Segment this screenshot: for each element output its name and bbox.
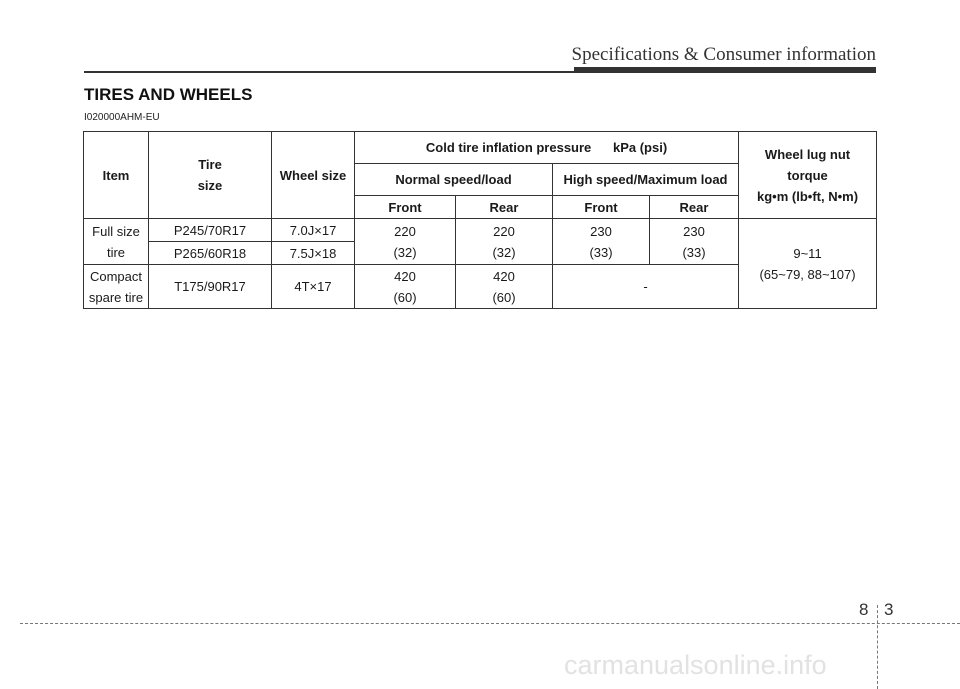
full-high-front-psi: (33) bbox=[589, 244, 613, 260]
header-high-speed: High speed/Maximum load bbox=[553, 164, 739, 196]
compact-normal-rear-psi: (60) bbox=[492, 289, 516, 305]
section-code: I020000AHM-EU bbox=[84, 112, 160, 123]
header-normal-rear: Rear bbox=[456, 196, 553, 219]
full-size-label bbox=[84, 219, 149, 265]
compact-normal-rear bbox=[456, 265, 553, 309]
header-tire-size bbox=[149, 132, 272, 219]
header-rule-accent bbox=[574, 67, 876, 73]
compact-high-speed: - bbox=[553, 265, 739, 309]
header-lug-torque-line3: kg•m (lb•ft, N•m) bbox=[757, 188, 859, 204]
header-high-rear: Rear bbox=[650, 196, 739, 219]
footer-dashed-divider bbox=[877, 605, 878, 689]
full-size-label-line1: Full size bbox=[92, 223, 140, 239]
tire-size-cell: P265/60R18 bbox=[149, 242, 272, 265]
header-wheel-size: Wheel size bbox=[272, 132, 355, 219]
header-item: Item bbox=[84, 132, 149, 219]
full-normal-rear-psi: (32) bbox=[492, 244, 516, 260]
full-normal-front bbox=[355, 219, 456, 265]
header-lug-torque bbox=[739, 132, 877, 219]
header-cold-pressure: Cold tire inflation pressure kPa (psi) bbox=[355, 132, 739, 164]
compact-wheel-size: 4T×17 bbox=[272, 265, 355, 309]
full-high-front-kpa: 230 bbox=[590, 223, 612, 239]
compact-normal-rear-kpa: 420 bbox=[493, 268, 515, 284]
compact-spare-label bbox=[84, 265, 149, 309]
header-tire-size-line2: size bbox=[197, 178, 223, 193]
full-normal-front-psi: (32) bbox=[393, 244, 417, 260]
header-tire-size-line1: Tire bbox=[198, 157, 222, 172]
lug-torque-conversions: (65~79, 88~107) bbox=[759, 266, 856, 282]
header-high-front: Front bbox=[553, 196, 650, 219]
compact-label-line1: Compact bbox=[89, 268, 143, 284]
lug-torque-kgm: 9~11 bbox=[793, 245, 822, 261]
full-normal-rear bbox=[456, 219, 553, 265]
header-lug-torque-line2: torque bbox=[787, 167, 828, 183]
compact-normal-front-psi: (60) bbox=[393, 289, 417, 305]
footer-dashed-rule bbox=[20, 623, 960, 624]
tires-wheels-table bbox=[83, 131, 877, 309]
section-title: TIRES AND WHEELS bbox=[84, 85, 253, 104]
compact-normal-front bbox=[355, 265, 456, 309]
full-size-label-line2: tire bbox=[106, 244, 126, 260]
tire-size-cell: P245/70R17 bbox=[149, 219, 272, 242]
lug-torque-value bbox=[739, 219, 877, 309]
full-high-rear-psi: (33) bbox=[682, 244, 706, 260]
full-normal-rear-kpa: 220 bbox=[493, 223, 515, 239]
header-lug-torque-line1: Wheel lug nut bbox=[764, 146, 851, 162]
full-high-rear-kpa: 230 bbox=[683, 223, 705, 239]
wheel-size-cell: 7.0J×17 bbox=[272, 219, 355, 242]
page-number: 3 bbox=[884, 600, 894, 619]
header-normal-speed: Normal speed/load bbox=[355, 164, 553, 196]
wheel-size-cell: 7.5J×18 bbox=[272, 242, 355, 265]
full-normal-front-kpa: 220 bbox=[394, 223, 416, 239]
full-high-front bbox=[553, 219, 650, 265]
header-normal-front: Front bbox=[355, 196, 456, 219]
chapter-number: 8 bbox=[859, 600, 869, 619]
compact-label-line2: spare tire bbox=[88, 289, 144, 305]
full-high-rear bbox=[650, 219, 739, 265]
compact-normal-front-kpa: 420 bbox=[394, 268, 416, 284]
watermark-text: carmanualsonline.info bbox=[564, 650, 827, 680]
page-header-title: Specifications & Consumer information bbox=[571, 44, 876, 65]
compact-tire-size: T175/90R17 bbox=[149, 265, 272, 309]
